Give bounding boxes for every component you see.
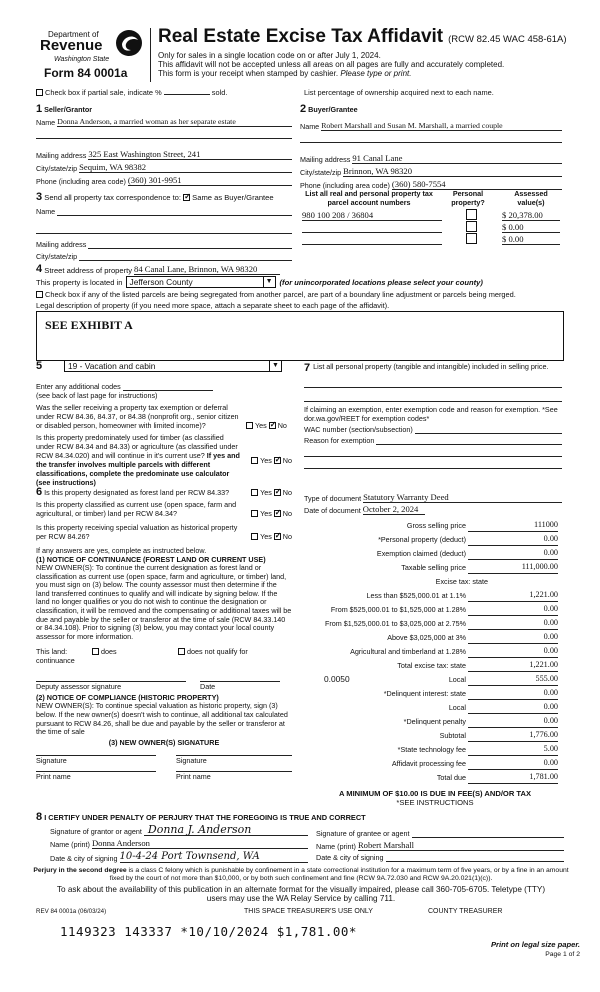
sec6-instr: If any answers are yes, complete as instructed below. [36,546,207,555]
calc-value-line [468,769,558,770]
notice2-title: (2) NOTICE OF COMPLIANCE (HISTORIC PROPERTY) [36,693,219,703]
seller-city-field[interactable]: Sequim, WA 98382 [79,162,292,173]
does-label: does [101,647,117,657]
calc-value-field[interactable]: 1,776.00 [529,730,558,739]
calc-label: Total due [436,773,466,782]
parcel-row [302,233,564,245]
calc-row [304,534,558,548]
page-number: Page 1 of 2 [545,951,580,958]
legal-label: Legal description of property (if you need more space, attach a separate sheet to each page of the affidavit). [36,301,390,310]
sec5-num: 5 [36,360,43,372]
buyer-num: 2 [300,103,307,115]
seller-name-label: Name [36,118,56,127]
calc-row [304,604,558,618]
corr-mail-label: Mailing address [36,240,87,249]
calc-row [304,576,558,590]
sec6-q2: Is this property classified as current use (open space, farm and agricultural, or timber) land per RCW 84.34? [36,500,237,518]
assessed-value-field[interactable]: $ 0.00 [502,234,560,245]
name-grantee-label: Name (print) [316,842,356,851]
sec8-heading: I CERTIFY UNDER PENALTY OF PERJURY THAT THE FOREGOING IS TRUE AND CORRECT [44,813,366,822]
date-grantee-field[interactable] [386,854,564,862]
corr-name-label: Name [36,207,56,216]
sec7-num: 7 [304,362,311,374]
sec6-q1: Is this property designated as forest land per RCW 84.33? [44,488,230,497]
sec7-text: List all personal property (tangible and intangible) included in selling price. [313,362,549,371]
header-note2: This affidavit will not be accepted unless all areas on all pages are fully and accurately completed. [158,60,505,69]
calc-value-line [468,657,558,658]
local-rate: 0.0050 [324,674,350,684]
buyer-mail-label: Mailing address [300,155,351,164]
personal-property-checkbox[interactable] [466,221,477,232]
street-num: 4 [36,263,43,275]
land-use-value: 19 - Vacation and cabin [68,361,156,371]
street-section [36,263,564,361]
seller-name-field[interactable]: Donna Anderson, a married woman as her separate estate [57,117,292,127]
treasurer-only: THIS SPACE TREASURER'S USE ONLY [244,908,373,915]
calc-value-field[interactable]: 5.00 [543,744,558,753]
calc-value-field[interactable]: 0.00 [543,702,558,711]
partial-sale-label: Check box if partial sale, indicate % [45,88,162,97]
wac-label: WAC number (section/subsection) [304,425,413,434]
date-grantee-label: Date & city of signing [316,853,384,862]
date-grantor-field[interactable]: 10-4-24 Port Townsend, WA [120,851,308,863]
doc-date-field[interactable]: October 2, 2024 [363,504,425,515]
seller-mail-label: Mailing address [36,151,87,160]
codes-note: (see back of last page for instructions) [36,391,158,400]
located-label: This property is located in [36,277,123,287]
s6q3-no-label: No [282,532,292,541]
corr-city-label: City/state/zip [36,252,78,261]
calc-row [304,548,558,562]
s6q1-no-checkbox[interactable] [274,489,281,496]
parcels-col1: List all real and personal property tax parcel account numbers [305,189,433,207]
seller-section [36,103,292,186]
calc-value-field[interactable]: 0.00 [543,758,558,767]
county-select[interactable] [126,276,276,288]
perjury-bold: Perjury in the second degree [33,867,127,874]
personal-property-checkbox[interactable] [466,209,477,220]
calc-value-line [468,727,558,728]
calc-value-field[interactable]: 0.00 [543,548,558,557]
calc-value-line [468,741,558,742]
calc-label: *Delinquent penalty [403,717,466,726]
calc-value-line [468,531,558,532]
calc-row [304,674,558,688]
q1-no-label: No [277,421,287,430]
form-title-block [158,26,578,78]
calc-row [304,716,558,730]
assessor-date-label: Date [200,682,216,692]
date-grantor-label: Date & city of signing [50,854,118,863]
street-field[interactable]: 84 Canal Lane, Brinnon, WA 98320 [134,264,280,275]
calc-value-line [468,559,558,560]
calc-value-field[interactable]: 0.00 [543,618,558,627]
calc-value-field[interactable]: 555.00 [535,674,558,683]
sig-grantee-label: Signature of grantee or agent [316,829,410,838]
s6q3-yes-label: Yes [260,532,272,541]
print1-label: Print name [36,771,71,781]
name-grantee-field[interactable]: Robert Marshall [358,840,564,851]
continuance-label: continuance [36,656,75,666]
sig-grantor-label: Signature of grantor or agent [50,827,142,836]
sec5 [36,360,292,487]
calc-label: Exemption claimed (deduct) [376,549,466,558]
calc-row [304,758,558,772]
sec6-q3: Is this property receiving special valuation as historical property per RCW 84.26? [36,523,238,541]
minimum-note [304,789,566,807]
personal-property-cell [442,209,502,221]
county-value: Jefferson County [129,277,193,287]
sec7 [304,362,562,469]
calc-label: Gross selling price [406,521,466,530]
footer-row [36,908,564,915]
corr-city-field[interactable] [79,252,292,261]
partial-sale-row [36,88,227,97]
county-treasurer: COUNTY TREASURER [428,908,503,915]
does-not-checkbox[interactable] [178,648,185,655]
new-owner-sig-title: (3) NEW OWNER(S) SIGNATURE [108,737,220,747]
parcel-number-field[interactable] [302,244,442,245]
buyer-name-label: Name [300,122,320,131]
calc-row [304,772,558,786]
q2-yes-label: Yes [260,455,272,465]
name-grantor-label: Name (print) [50,840,90,849]
q2-yes-checkbox[interactable] [251,457,258,464]
assessor-sig-label: Deputy assessor signature [36,682,122,692]
calc-label: From $525,000.01 to $1,525,000 at 1.28% [330,605,466,614]
does-not-label: does not qualify for [187,647,248,657]
calc-label: Affidavit processing fee [391,759,466,768]
grantor-signature-script: Donna J. Anderson [147,823,252,836]
perjury-text: is a class C felony which is punishable by confinement in a state correctional institution for a maximum term of five years, or by a fine in an amount fixed by the court of not more than $10,000, or by both such confinement and fine (RCW 9A.72.030 and RCW 9A.20.021(1)(c)). [109,867,569,882]
calc-row [304,730,558,744]
calc-value-field[interactable]: 0.00 [543,646,558,655]
notice1-text: NEW OWNER(S): To continue the current designation as forest land or classification as current use (open space, farm and agriculture, or timber) land, you must sign on (3) below. The county assessor must then determine if the land transferred continues to qualify and will indicate by signing below. If the land no longer qualifies or you do not wish to continue the designation or classification, it will be removed and the compensating or additional taxes will be due and payable by the seller or transferor at the time of sale (RCW 84.33.140 or 84.34.108). Prior to signing (3) below, you may contact your local county assessor for more information. [36,563,292,641]
calc-value-field[interactable]: 0.00 [543,604,558,613]
does-checkbox[interactable] [92,648,99,655]
calc-value-field[interactable]: 1,221.00 [529,660,558,669]
dept-line1: Department of [48,30,99,39]
q1-text: Was the seller receiving a property tax exemption or deferral under RCW 84.36, 84.37, or 84.38 (nonprofit org., senior citizen or disabled person, homeowner with limited income)? [36,403,239,430]
assessed-value-field[interactable]: $ 20,378.00 [502,210,560,221]
calc-value-line [468,685,558,686]
calc-value-field[interactable]: 0.00 [543,688,558,697]
parcel-row [302,209,564,221]
personal-property-checkbox[interactable] [466,233,477,244]
minimum-line2: *SEE INSTRUCTIONS [396,798,474,807]
sig1-label: Signature [36,755,67,765]
q2-no-checkbox[interactable] [274,457,281,464]
calc-row [304,632,558,646]
s6q1-no-label: No [282,487,292,497]
parcel-row [302,221,564,233]
q1-yes-checkbox[interactable] [246,422,253,429]
county-note: (for unincorporated locations please select your county) [279,277,483,287]
calc-value-field[interactable]: 0.00 [543,632,558,641]
legal-paper-note: Print on legal size paper. [490,940,580,949]
buyer-heading: Buyer/Grantee [308,105,358,114]
corr-heading: Send all property tax correspondence to: [44,193,182,202]
reason-label: Reason for exemption [304,436,375,445]
calc-row [304,618,558,632]
calc-row [304,646,558,660]
perjury-note [30,867,572,883]
personal-property-cell [442,233,502,245]
calc-label: Taxable selling price [401,563,466,572]
seller-phone-label: Phone (including area code) [36,177,126,186]
parcels-col3: Assessed value(s) [514,189,548,207]
grantor-signature[interactable] [144,824,308,836]
seller-phone-field[interactable]: (360) 301-9951 [128,175,292,186]
calc-row [304,520,558,534]
calc-row [304,688,558,702]
buyer-name-field[interactable]: Robert Marshall and Susan M. Marshall, a married couple [321,121,562,131]
calc-row [304,660,558,674]
calc-value-line [468,643,558,644]
dept-line3: Washington State [54,56,110,63]
dept-line2: Revenue [40,37,103,54]
sec6 [36,486,292,781]
form-number: Form 84 0001a [44,66,128,80]
calc-value-field[interactable]: 111000 [534,520,558,529]
calc-value-field[interactable]: 1,781.00 [529,772,558,781]
minimum-line1: A MINIMUM OF $10.00 IS DUE IN FEE(S) AND/OR TAX [338,789,532,798]
sec6-num: 6 [36,486,43,498]
q2-no-label: No [282,455,292,465]
calc-label: Above $3,025,000 at 3% [387,633,466,642]
calc-label: Local [448,703,466,712]
calc-label: *Personal property (deduct) [378,535,466,544]
calc-value-field[interactable]: 0.00 [543,716,558,725]
calc-row [304,562,558,576]
q2-bold: If yes and the transfer involves multiple parcels with different classifications, complete the predominate use calculator (see instructions) [36,451,240,487]
calc-value-line [468,783,558,784]
dor-logo [36,26,148,84]
calc-value-line [468,671,558,672]
s6q2-yes-label: Yes [260,509,272,518]
parcel-number-field[interactable] [302,232,442,233]
s6q2-no-label: No [282,509,292,518]
ownership-note: List percentage of ownership acquired next to each name. [304,88,494,97]
calc-value-field[interactable]: 111,000.00 [521,562,558,571]
seller-city-label: City/state/zip [36,164,78,173]
grantee-signature[interactable] [412,830,564,838]
cashier-stamp: 1149323 143337 *10/10/2024 $1,781.00* [60,924,357,939]
document-info [304,492,562,515]
calc-label: From $1,525,000.01 to $3,025,000 at 2.75% [324,619,466,628]
street-label: Street address of property [44,266,133,275]
s6q3-no-checkbox[interactable] [274,533,281,540]
calc-value-line [468,573,558,574]
legal-value: SEE EXHIBIT A [45,318,133,332]
corr-mail-field[interactable] [88,240,292,249]
tax-calculation [304,520,558,786]
calc-label: Subtotal [439,731,466,740]
calc-value-line [468,699,558,700]
exempt-text: If claiming an exemption, enter exemption code and reason for exemption. *See dor.wa.gov/REET for exemption codes* [304,405,558,423]
chevron-down-icon: ▼ [263,277,275,287]
sig2-label: Signature [176,755,207,765]
calc-label: Excise tax: state [435,577,488,586]
s6q1-yes-checkbox[interactable] [251,489,258,496]
dor-swirl-icon [114,28,144,58]
calc-value-line [468,629,558,630]
calc-value-line [468,545,558,546]
calc-value-line [468,713,558,714]
s6q2-no-checkbox[interactable] [274,510,281,517]
s6q1-yes-label: Yes [260,487,272,497]
corr-num: 3 [36,191,43,203]
personal-property-cell [442,221,502,233]
same-as-buyer-checkbox[interactable] [183,194,190,201]
doc-type-field[interactable]: Statutory Warranty Deed [363,492,562,503]
calc-label: *Delinquent interest: state [383,689,466,698]
wac-field[interactable] [415,426,562,434]
buyer-city-label: City/state/zip [300,168,342,177]
notice1-title: (1) NOTICE OF CONTINUANCE (FOREST LAND OR CURRENT USE) [36,555,266,564]
form-rcw: (RCW 82.45 WAC 458-61A) [448,34,567,45]
calc-label: *State technology fee [397,745,466,754]
calc-label: Local [448,675,466,684]
calc-value-line [468,601,558,602]
rev-label: REV 84 0001a (06/03/24) [36,908,107,915]
q2-text: Is this property predominately used for timber (as classified under RCW 84.34 and 84.33) or agriculture (as classified under RCW 84.34.020) and will continue in it's current use? [36,433,238,460]
doc-type-label: Type of document [304,494,362,503]
print2-label: Print name [176,771,211,781]
buyer-phone-label: Phone (including area code) [300,181,390,190]
parcels-table [302,189,564,245]
calc-label: Agricultural and timberland at 1.28% [350,647,466,656]
correspondence-section [36,191,292,261]
reason-field[interactable] [376,437,562,445]
name-grantor-field[interactable]: Donna Anderson [92,838,308,849]
header-note3: This form is your receipt when stamped by cashier. [158,69,339,78]
seller-heading: Seller/Grantor [44,105,93,114]
this-land-label: This land: [36,647,68,657]
calc-label: Less than $525,000.01 at 1.1% [366,591,466,600]
land-use-select[interactable] [64,360,282,372]
calc-value-line [468,615,558,616]
segregated-label: Check box if any of the listed parcels are being segregated from another parcel, are part of a boundary line adjustment or parcels being merged. [45,290,516,299]
assessed-value-field[interactable]: $ 0.00 [502,222,560,233]
notice2-text: NEW OWNER(S): To continue special valuation as historic property, sign (3) below. If the new owner(s) doesn't wish to continue, all additional tax calculated pursuant to RCW 84.26, shall be due and payable by the seller or transferor at the time of sale [36,701,288,737]
calc-label: Total excise tax: state [397,661,466,670]
legal-description-box[interactable] [36,311,564,361]
seller-num: 1 [36,103,43,115]
calc-value-field[interactable]: 0.00 [543,534,558,543]
calc-row [304,702,558,716]
codes-field[interactable] [123,383,213,391]
partial-sale-checkbox[interactable] [36,89,43,96]
same-as-buyer-label: Same as Buyer/Grantee [192,193,274,202]
q1-no-checkbox[interactable] [269,422,276,429]
s6q3-yes-checkbox[interactable] [251,533,258,540]
codes-label: Enter any additional codes [36,382,121,391]
parcel-number-field[interactable]: 980 100 208 / 36804 [302,210,442,221]
buyer-section [300,103,562,190]
s6q2-yes-checkbox[interactable] [251,510,258,517]
sec8-num: 8 [36,811,43,823]
chevron-down-icon: ▼ [269,361,281,371]
calc-row [304,744,558,758]
form-title: Real Estate Excise Tax Affidavit [158,26,444,47]
header-note1: Only for sales in a single location code on or after July 1, 2024. [158,51,381,60]
calc-row [304,590,558,604]
calc-value-line [468,755,558,756]
buyer-mail-field[interactable]: 91 Canal Lane [352,153,562,164]
segregated-checkbox[interactable] [36,291,43,298]
calc-value-field[interactable]: 1,221.00 [529,590,558,599]
partial-sale-suffix: sold. [211,88,228,97]
doc-date-label: Date of document [304,506,361,515]
q1-yes-label: Yes [255,421,267,430]
buyer-city-field[interactable]: Brinnon, WA 98320 [343,166,562,177]
buyer-phone-field[interactable]: (360) 580-7554 [392,179,562,190]
corr-name-field[interactable] [57,207,292,216]
sec8 [36,811,564,863]
seller-mail-field[interactable]: 325 East Washington Street, 241 [88,149,292,160]
parcels-col2: Personal property? [451,189,485,207]
availability-note: To ask about the availability of this publication in an alternate format for the visually impaired, please call 360-705-6705. Teletype (TTY) users may use the WA Relay Service by calling 711. [56,885,546,903]
header-note3-italic: Please type or print. [340,69,412,78]
